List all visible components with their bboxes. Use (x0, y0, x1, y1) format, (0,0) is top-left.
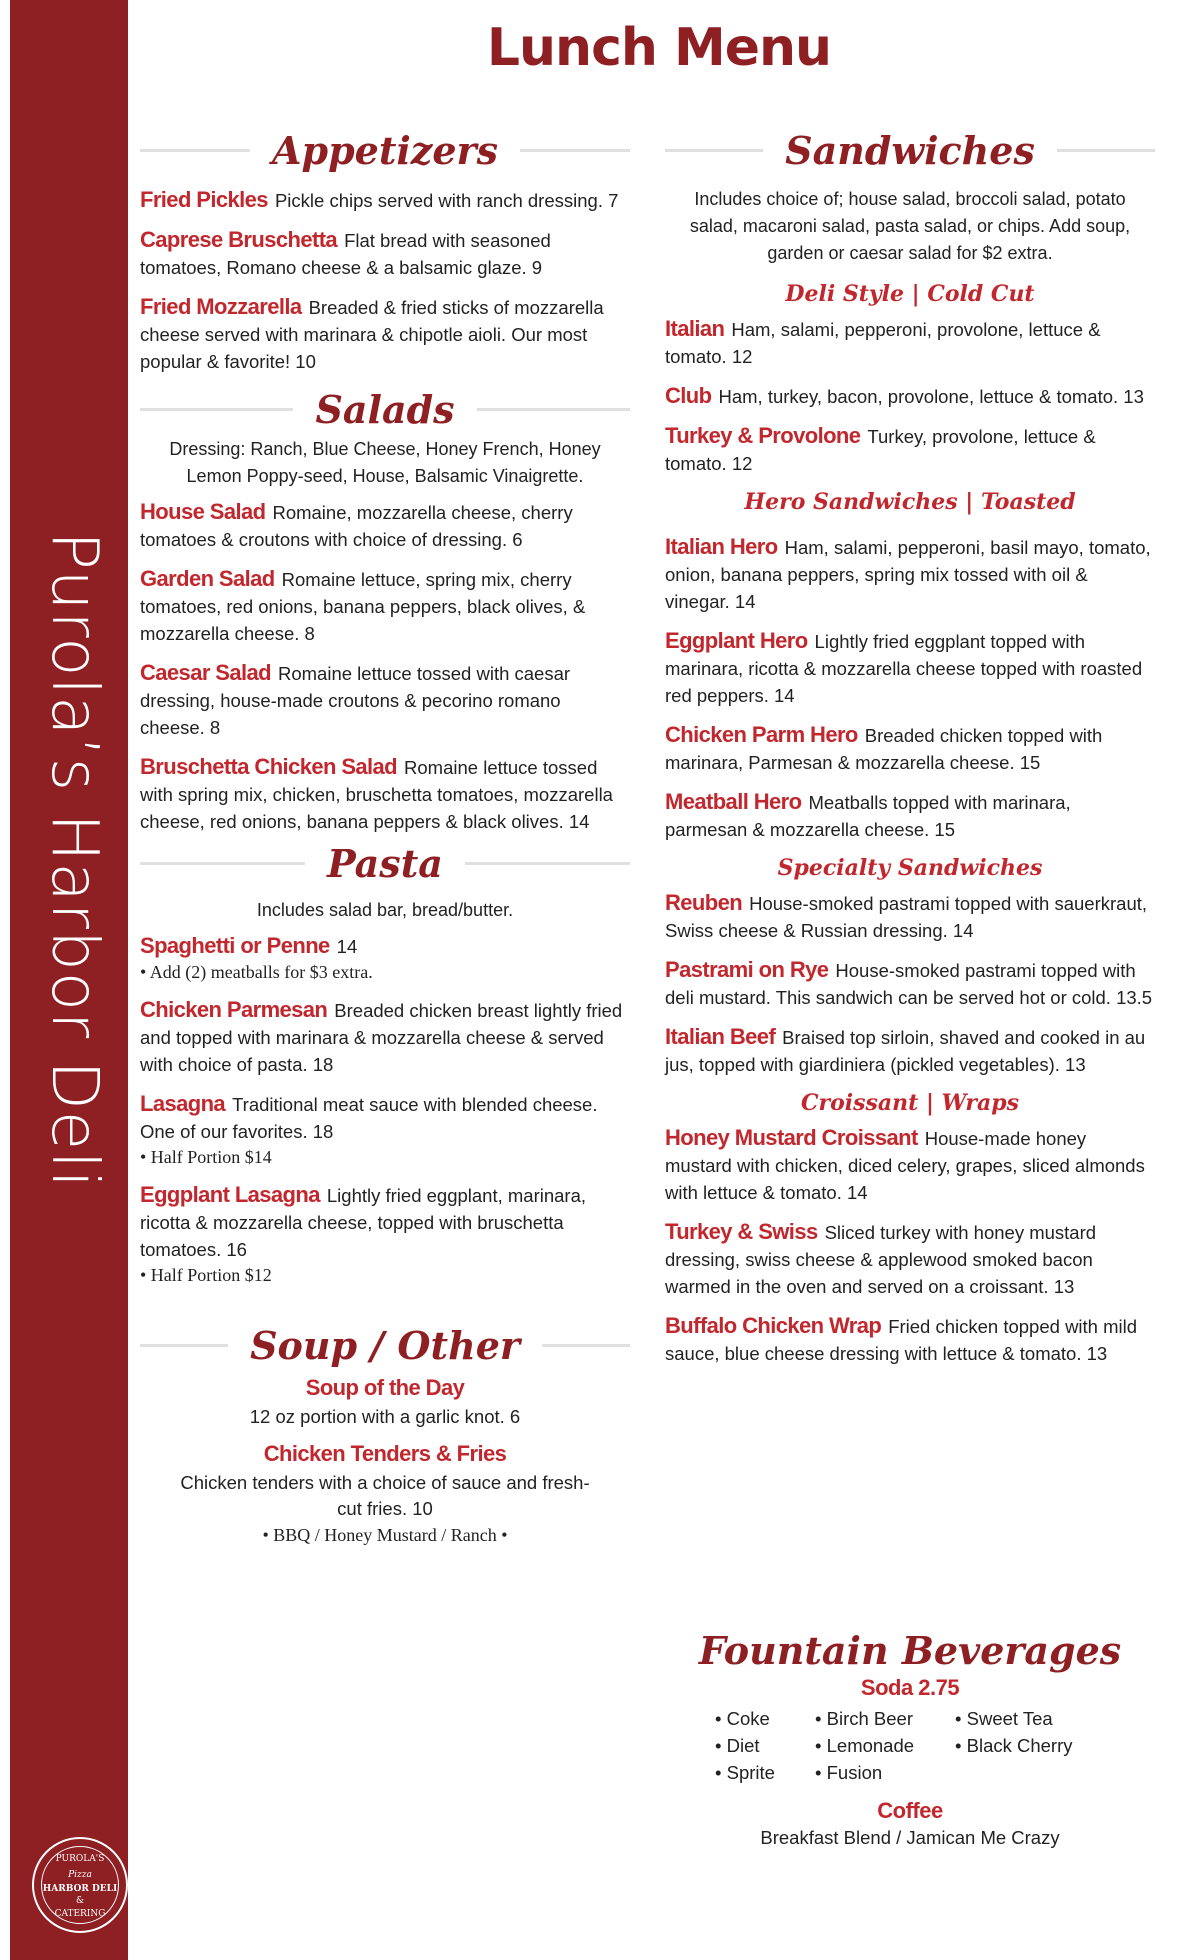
item-desc: 12 oz portion with a garlic knot. 6 (249, 1406, 521, 1428)
soda-item: • Sweet Tea (955, 1708, 1053, 1729)
item-desc: Turkey, provolone, lettuce & tomato. 12 (665, 425, 1096, 474)
divider (140, 149, 250, 152)
item-name: Pastrami on Rye (665, 956, 829, 982)
item-name: Fried Pickles (140, 186, 268, 212)
soda-item: • Lemonade (815, 1735, 915, 1756)
item-option: • Half Portion $14 (140, 1146, 272, 1167)
section-title: Pasta (327, 841, 443, 887)
page-title: Lunch Menu (486, 18, 832, 78)
menu-item (140, 186, 630, 214)
item-name: Eggplant Hero (665, 627, 808, 653)
item-desc: 14 (336, 935, 358, 957)
menu-item (140, 1090, 630, 1169)
item-name: Italian Beef (665, 1023, 776, 1049)
item-desc: House-smoked pastrami topped with deli mustard. This sandwich can be served hot or cold. 13.5 (665, 959, 1153, 1008)
menu-item (665, 422, 1155, 477)
divider (477, 408, 630, 411)
pasta-note: Includes salad bar, bread/butter. (256, 899, 514, 920)
item-desc: Lightly fried eggplant, marinara, ricotta & mozzarella cheese, topped with bruschetta tomatoes. 16 (140, 1184, 587, 1260)
menu-item (140, 1438, 630, 1548)
item-name: Eggplant Lasagna (140, 1181, 320, 1207)
item-desc: Romaine, mozzarella cheese, cherry tomatoes & croutons with choice of dressing. 6 (140, 502, 573, 551)
item-name: Turkey & Provolone (665, 422, 861, 448)
section-title: Salads (315, 386, 455, 432)
menu-item (140, 659, 630, 741)
menu-item (140, 753, 630, 835)
item-desc: House-made honey mustard with chicken, diced celery, grapes, sliced almonds with lettuce & tomato. 14 (665, 1127, 1145, 1203)
item-name: House Salad (140, 499, 266, 525)
menu-item (140, 293, 630, 375)
croissant-subheader: Croissant | Wraps (801, 1089, 1019, 1116)
item-desc: Sliced turkey with honey mustard dressing, swiss cheese & applewood smoked bacon warmed in the oven and served on a croissant. 13 (665, 1221, 1097, 1297)
soda-item: • Sprite (715, 1762, 775, 1783)
menu-item (665, 315, 1155, 370)
item-name: Bruschetta Chicken Salad (140, 754, 398, 780)
item-desc: Romaine lettuce tossed with spring mix, chicken, bruschetta tomatoes, mozzarella cheese, red onions, banana peppers & black olives. 14 (140, 757, 613, 833)
beverages-section (665, 1628, 1155, 1851)
item-name: Italian (665, 315, 725, 341)
menu-item (140, 226, 630, 281)
logo-amp-text: & (75, 1896, 85, 1906)
menu-item (140, 932, 630, 984)
salads-note: Dressing: Ranch, Blue Cheese, Honey French, Honey Lemon Poppy-seed, House, Balsamic Vinaigrette. (169, 439, 601, 487)
divider (465, 862, 630, 865)
coffee-desc: Breakfast Blend / Jamican Me Crazy (760, 1827, 1060, 1848)
item-desc: Ham, turkey, bacon, provolone, lettuce & tomato. 13 (718, 385, 1144, 407)
menu-item (665, 627, 1155, 709)
divider (1057, 149, 1155, 152)
deli-subheader: Deli Style | Cold Cut (785, 280, 1035, 307)
salads-header (140, 387, 630, 433)
item-name: Lasagna (140, 1090, 226, 1116)
item-desc: Ham, salami, pepperoni, basil mayo, tomato, onion, banana peppers, spring mix tossed with oil & vinegar. 14 (665, 536, 1151, 612)
item-option: • BBQ / Honey Mustard / Ranch • (262, 1525, 508, 1546)
soup-header (140, 1323, 630, 1369)
item-desc: Fried chicken topped with mild sauce, blue cheese dressing with lettuce & tomato. 13 (665, 1315, 1138, 1364)
menu-item (665, 1124, 1155, 1206)
item-name: Chicken Tenders & Fries (263, 1441, 507, 1467)
sandwiches-header (665, 128, 1155, 174)
soda-item: • Diet (715, 1735, 760, 1756)
menu-item (665, 533, 1155, 615)
divider (542, 1344, 630, 1347)
menu-item (665, 1218, 1155, 1300)
specialty-subheader: Specialty Sandwiches (777, 854, 1043, 881)
item-name: Reuben (665, 889, 743, 915)
item-desc: House-smoked pastrami topped with sauerkraut, Swiss cheese & Russian dressing. 14 (665, 892, 1148, 941)
section-title: Sandwiches (785, 128, 1035, 173)
divider (520, 149, 630, 152)
left-column (140, 128, 630, 1556)
right-column (665, 128, 1155, 1379)
logo-bottom-text: CATERING (54, 1909, 106, 1919)
item-name: Garden Salad (140, 566, 275, 592)
divider (665, 149, 763, 152)
section-title: Appetizers (272, 128, 498, 173)
logo-middle-text: HARBOR DELI (42, 1884, 118, 1894)
menu-item (140, 498, 630, 553)
logo-emblem (34, 1839, 126, 1931)
sandwiches-note: Includes choice of; house salad, broccoli salad, potato salad, macaroni salad, pasta salad, or chips. Add soup, garden or caesar salad for $2 extra. (689, 188, 1131, 263)
divider (140, 862, 305, 865)
restaurant-name: Purola’s Harbor Deli (37, 531, 111, 1189)
soda-item (955, 1759, 1105, 1786)
item-desc: Romaine lettuce tossed with caesar dressing, house-made croutons & pecorino romano cheese. 8 (140, 663, 571, 739)
item-name: Caesar Salad (140, 660, 271, 686)
item-option: • Half Portion $12 (140, 1264, 272, 1285)
soda-item: • Black Cherry (955, 1735, 1073, 1756)
menu-item (665, 1312, 1155, 1367)
soda-list (665, 1705, 1155, 1786)
soda-item: • Birch Beer (815, 1708, 913, 1729)
item-name: Spaghetti or Penne (140, 932, 330, 958)
section-title: Soup / Other (250, 1322, 520, 1368)
menu-item (665, 956, 1155, 1011)
divider (140, 408, 293, 411)
item-desc: Braised top sirloin, shaved and cooked in au jus, topped with giardiniera (pickled vegetables). 13 (665, 1026, 1146, 1075)
menu-item (665, 721, 1155, 776)
item-desc: Chicken tenders with a choice of sauce and fresh-cut fries. 10 (180, 1472, 590, 1520)
hero-subheader: Hero Sandwiches | Toasted (744, 488, 1076, 515)
menu-item (140, 565, 630, 647)
coffee-label: Coffee (877, 1798, 943, 1823)
menu-item (665, 889, 1155, 944)
menu-item (140, 1372, 630, 1430)
item-name: Chicken Parmesan (140, 996, 328, 1022)
menu-item (665, 788, 1155, 843)
logo-pizza-text: Pizza (68, 1870, 92, 1880)
item-name: Fried Mozzarella (140, 293, 302, 319)
soda-label: Soda 2.75 (860, 1675, 960, 1700)
item-desc: Lightly fried eggplant topped with marinara, ricotta & mozzarella cheese topped with roasted red peppers. 14 (665, 630, 1143, 706)
menu-item (140, 996, 630, 1078)
item-name: Buffalo Chicken Wrap (665, 1312, 882, 1338)
item-name: Italian Hero (665, 533, 778, 559)
item-desc: Romaine lettuce, spring mix, cherry tomatoes, red onions, banana peppers, black olives, & mozzarella cheese. 8 (140, 569, 586, 645)
menu-item (140, 1181, 630, 1287)
item-name: Honey Mustard Croissant (665, 1124, 918, 1150)
pasta-header (140, 841, 630, 887)
soda-item: • Fusion (815, 1762, 883, 1783)
item-name: Chicken Parm Hero (665, 721, 858, 747)
divider (140, 1344, 228, 1347)
logo-top-text: PUROLA'S (55, 1854, 105, 1864)
menu-item (665, 382, 1155, 410)
item-desc: Pickle chips served with ranch dressing. 7 (274, 189, 619, 211)
item-name: Caprese Bruschetta (140, 226, 338, 252)
item-name: Soup of the Day (305, 1375, 465, 1401)
item-desc: Flat bread with seasoned tomatoes, Romano cheese & a balsamic glaze. 9 (140, 229, 551, 278)
item-desc: Traditional meat sauce with blended cheese. One of our favorites. 18 (140, 1093, 598, 1142)
soda-item: • Coke (715, 1708, 770, 1729)
item-name: Meatball Hero (665, 788, 802, 814)
section-title: Fountain Beverages (698, 1628, 1122, 1673)
item-desc: Breaded & fried sticks of mozzarella cheese served with marinara & chipotle aioli. Our most popular & favorite! 10 (140, 296, 604, 372)
item-name: Turkey & Swiss (665, 1218, 818, 1244)
item-desc: Meatballs topped with marinara, parmesan & mozzarella cheese. 15 (665, 791, 1071, 840)
sidebar-band (10, 0, 128, 1960)
item-desc: Breaded chicken topped with marinara, Parmesan & mozzarella cheese. 15 (665, 724, 1103, 773)
logo-seal (32, 1837, 128, 1933)
item-desc: Breaded chicken breast lightly fried and topped with marinara & mozzarella cheese & served with choice of pasta. 18 (140, 999, 623, 1075)
item-option: • Add (2) meatballs for $3 extra. (140, 961, 373, 982)
item-desc: Ham, salami, pepperoni, provolone, lettuce & tomato. 12 (665, 318, 1101, 367)
menu-item (665, 1023, 1155, 1078)
item-name: Club (665, 382, 712, 408)
appetizers-header (140, 128, 630, 174)
